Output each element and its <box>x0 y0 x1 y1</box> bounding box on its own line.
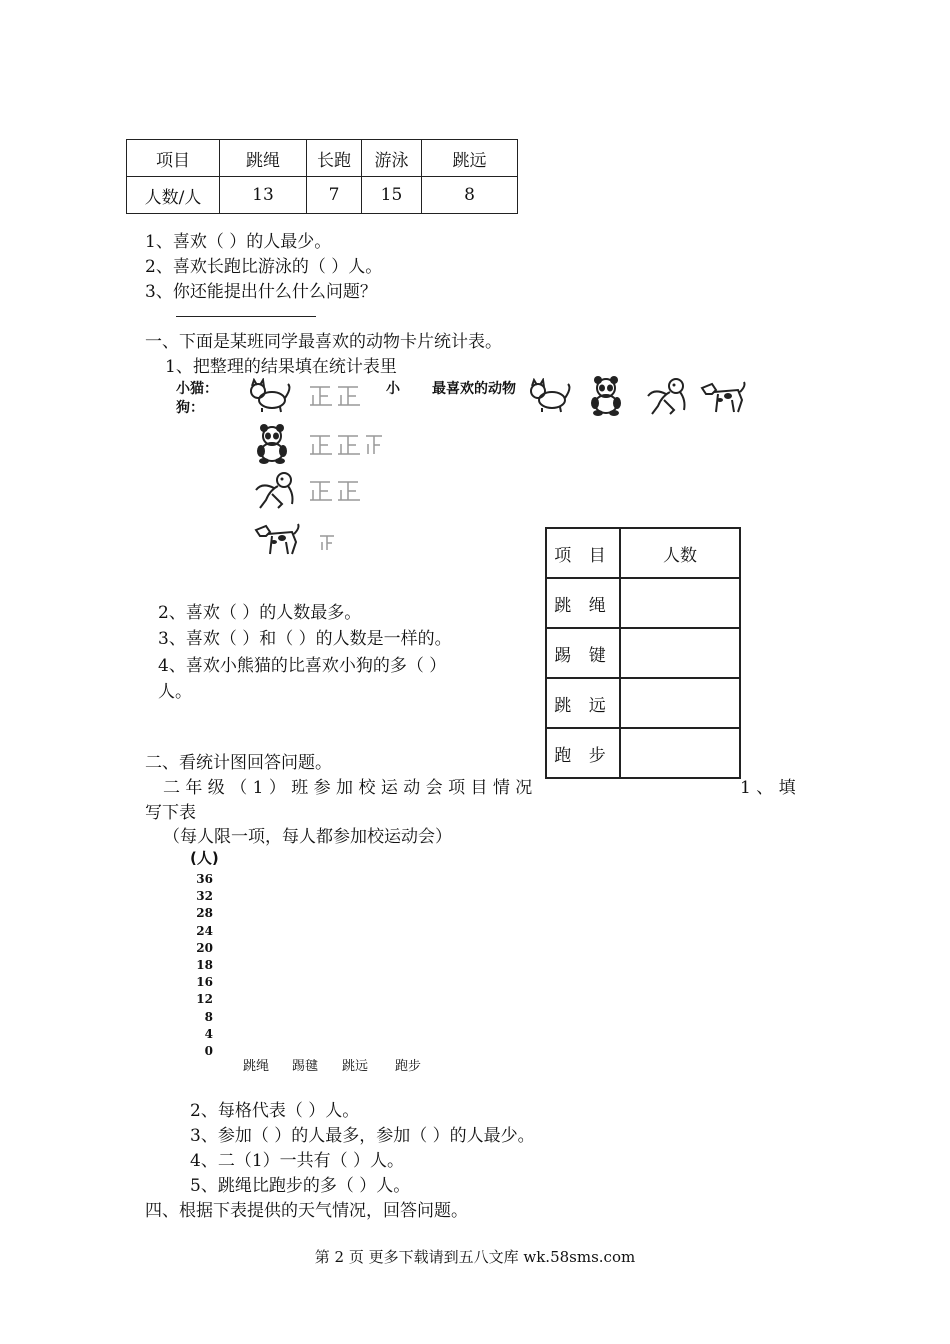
section-b-title: 二、看统计图回答问题。 <box>145 753 332 773</box>
table-cell: 跳 绳 <box>546 578 620 628</box>
question-b3: 3、参加（ ）的人最多，参加（ ）的人最少。 <box>190 1126 535 1146</box>
question-a4: 4、喜欢小熊猫的比喜欢小狗的多（ ） <box>158 656 447 676</box>
x-category-label: 跳远 <box>342 1059 369 1074</box>
label-cat: 小猫： <box>176 381 218 397</box>
dog-icon <box>252 520 302 558</box>
monkey-icon <box>252 470 298 510</box>
label-fav: 最喜欢的动物 <box>432 381 516 397</box>
question-a2: 2、喜欢（ ）的人数最多。 <box>158 603 362 623</box>
table-cell: 项目 <box>127 140 220 177</box>
table-cell: 7 <box>307 177 362 214</box>
panda-icon <box>586 376 626 416</box>
y-tick-label: 24 <box>196 923 213 938</box>
y-tick-label: 8 <box>204 1009 213 1024</box>
label-small: 小 <box>386 381 400 397</box>
question-1: 1、喜欢（ ）的人最少。 <box>145 232 332 252</box>
table-cell: 长跑 <box>307 140 362 177</box>
section-a-sub1: 1、把整理的结果填在统计表里 <box>165 357 397 377</box>
question-b5: 5、跳绳比跑步的多（ ）人。 <box>190 1176 411 1196</box>
table-cell: 人数/人 <box>127 177 220 214</box>
table-cell: 项 目 <box>546 528 620 578</box>
sports-table <box>126 139 518 214</box>
dog-icon <box>698 378 748 416</box>
tally-cat <box>308 383 364 409</box>
question-b4: 4、二（1）一共有（ ）人。 <box>190 1151 405 1171</box>
table-header-row <box>127 140 518 177</box>
section-b-line2: 写下表 <box>145 803 196 823</box>
section-4-title: 四、根据下表提供的天气情况，回答问题。 <box>145 1201 468 1221</box>
page-footer: 第 2 页 更多下载请到五八文库 wk.58sms.com <box>314 1248 636 1266</box>
question-a3: 3、喜欢（ ）和（ ）的人数是一样的。 <box>158 629 452 649</box>
tally-dog <box>318 532 340 552</box>
y-tick-label: 18 <box>196 958 213 972</box>
event-table <box>545 527 741 779</box>
table-cell: 跑 步 <box>546 728 620 778</box>
cat-icon <box>528 378 572 414</box>
tally-panda <box>308 432 388 458</box>
table-cell: 13 <box>220 177 307 214</box>
answer-cell[interactable] <box>620 728 740 778</box>
answer-line <box>176 316 316 317</box>
table-cell: 跳绳 <box>220 140 307 177</box>
table-row <box>546 678 740 728</box>
x-category-label: 跑步 <box>395 1059 422 1074</box>
table-cell: 跳远 <box>422 140 518 177</box>
section-b-line1-right: 1 、 填 <box>740 778 796 798</box>
table-cell: 人数 <box>620 528 740 578</box>
section-b-note: （每人限一项，每人都参加校运动会） <box>163 827 452 847</box>
y-tick-label: 4 <box>204 1026 213 1041</box>
table-row <box>546 578 740 628</box>
table-cell: 15 <box>362 177 422 214</box>
cat-icon <box>248 378 292 414</box>
chart-ylabel: (人) <box>190 849 219 867</box>
table-cell: 踢 键 <box>546 628 620 678</box>
y-tick-label: 16 <box>196 975 213 990</box>
x-category-label: 踢毽 <box>292 1059 319 1074</box>
y-tick-label: 32 <box>196 889 213 904</box>
y-tick-label: 36 <box>196 872 213 886</box>
table-cell: 8 <box>422 177 518 214</box>
tally-monkey <box>308 478 364 504</box>
table-cell: 游泳 <box>362 140 422 177</box>
answer-cell[interactable] <box>620 628 740 678</box>
x-category-label: 跳绳 <box>243 1059 270 1074</box>
monkey-icon <box>644 376 690 416</box>
table-row <box>546 628 740 678</box>
section-a-title: 一、下面是某班同学最喜欢的动物卡片统计表。 <box>145 332 502 352</box>
question-a4-cont: 人。 <box>158 682 192 702</box>
question-b2: 2、每格代表（ ）人。 <box>190 1101 360 1121</box>
panda-icon <box>252 424 292 464</box>
y-tick-label: 12 <box>196 992 213 1007</box>
question-2: 2、喜欢长跑比游泳的（ ）人。 <box>145 257 383 277</box>
table-row <box>127 177 518 214</box>
label-dog: 狗： <box>176 400 204 416</box>
table-row <box>546 728 740 778</box>
question-3: 3、你还能提出什么什么问题？ <box>145 282 377 302</box>
table-header-row <box>546 528 740 578</box>
y-tick-label: 28 <box>196 906 213 921</box>
y-tick-label: 20 <box>196 940 213 955</box>
section-b-line1: 二 年 级 （ 1 ） 班 参 加 校 运 动 会 项 目 情 况 <box>163 778 533 798</box>
y-tick-label: 0 <box>204 1044 213 1058</box>
table-cell: 跳 远 <box>546 678 620 728</box>
answer-cell[interactable] <box>620 578 740 628</box>
answer-cell[interactable] <box>620 678 740 728</box>
